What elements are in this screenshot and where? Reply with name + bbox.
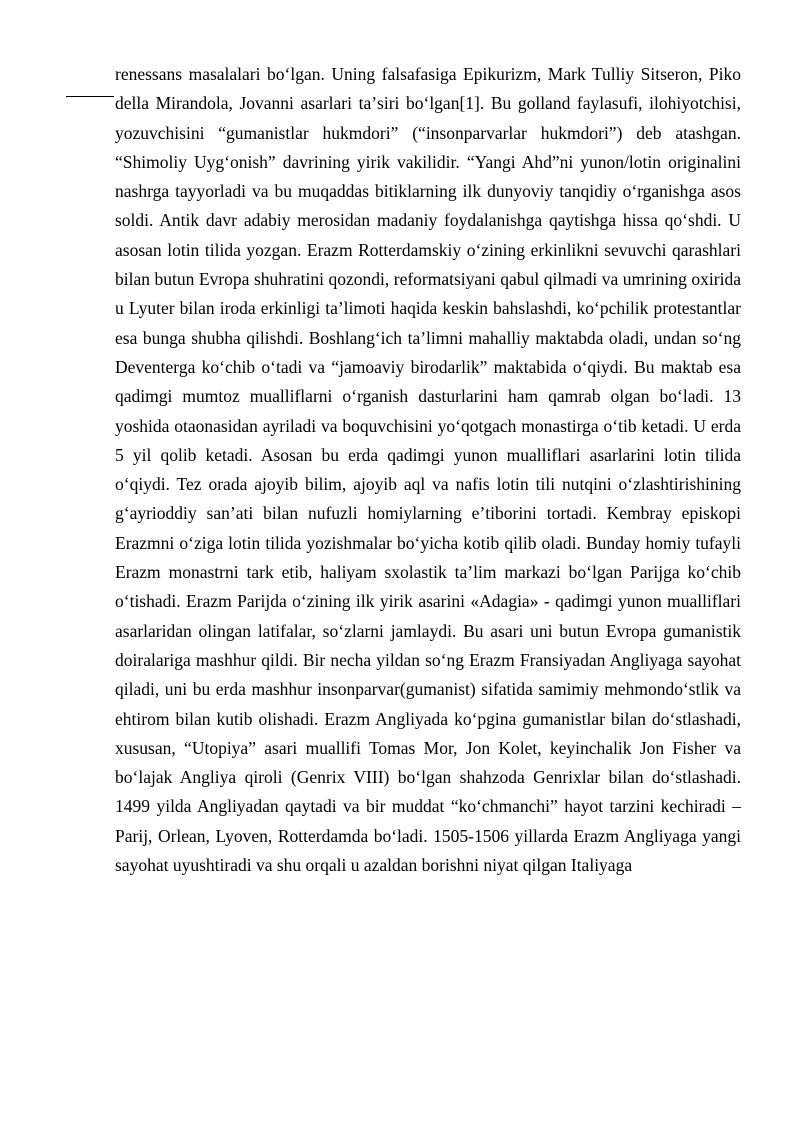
- paragraph: renessans masalalari boʻlgan. Uning falsafasiga Epikurizm, Mark Tulliy Sitseron, Piko della Mirandola, Jovanni asarlari taʼsiri boʻlgan[1]. Bu golland faylasufi, ilohiyotchisi, yozuvchisini “gumanistlar hukmdori” (“insonparvarlar hukmdori”) deb atashgan. “Shimoliy Uygʻonish” davrining yirik vakilidir. “Yangi Ahd”ni yunon/lotin originalini nashrga tayyorladi va bu muqaddas bitiklarning ilk dunyoviy tanqidiy oʻrganishga asos soldi. Antik davr adabiy merosidan madaniy foydalanishga qaytishga hissa qoʻshdi. U asosan lotin tilida yozgan. Erazm Rotterdamskiy oʻzining erkinlikni sevuvchi qarashlari bilan butun Evropa shuhratini qozondi, reformatsiyani qabul qilmadi va umrining oxirida u Lyuter bilan iroda erkinligi taʼlimoti haqida keskin bahslashdi, koʻpchilik protestantlar esa bunga shubha qilishdi. Boshlangʻich taʼlimni mahalliy maktabda oladi, undan soʻng Deventerga koʻchib oʻtadi va “jamoaviy birodarlik” maktabida oʻqiydi. Bu maktab esa qadimgi mumtoz mualliflarni oʻrganish dasturlarini ham qamrab olgan boʻladi. 13 yoshida otaonasidan ayriladi va boquvchisini yoʻqotgach monastirga oʻtib ketadi. U erda 5 yil qolib ketadi. Asosan bu erda qadimgi yunon mualliflari asarlarini lotin tilida oʻqiydi. Tez orada ajoyib bilim, ajoyib aql va nafis lotin tili nutqini oʻzlashtirishining gʻayrioddiy sanʼati bilan nufuzli homiylarning eʼtiborini tortadi. Kembray episkopi Erazmni oʻziga lotin tilida yozishmalar boʻyicha kotib qilib oladi. Bunday homiy tufayli Erazm monastrni tark etib, haliyam sxolastik taʼlim markazi boʻlgan Parijga koʻchib oʻtishadi. Erazm Parijda oʻzining ilk yirik asarini «Adagia» - qadimgi yunon mualliflari asarlaridan olingan latifalar, soʻzlarni jamlaydi. Bu asari uni butun Evropa gumanistik doiralariga mashhur qildi. Bir necha yildan soʻng Erazm Fransiyadan Angliyaga sayohat qiladi, uni bu erda mashhur insonparvar(gumanist) sifatida samimiy mehmondoʻstlik va ehtirom bilan kutib olishadi. Erazm Angliyada koʻpgina gumanistlar bilan doʻstlashadi, xususan, “Utopiya” asari muallifi Tomas Mor, Jon Kolet, keyinchalik Jon Fisher va boʻlajak Angliya qiroli (Genrix VIII) boʻlgan shahzoda Genrixlar bilan doʻstlashadi. 1499 yilda Angliyadan qaytadi va bir muddat “koʻchmanchi” hayot tarzini kechiradi – Parij, Orlean, Lyoven, Rotterdamda boʻladi. 1505-1506 yillarda Erazm Angliyaga yangi sayohat uyushtiradi va shu orqali u azaldan borishni niyat qilgan Italiyaga: [115, 64, 741, 876]
- margin-rule: [66, 96, 114, 97]
- body-text: [115, 60, 741, 880]
